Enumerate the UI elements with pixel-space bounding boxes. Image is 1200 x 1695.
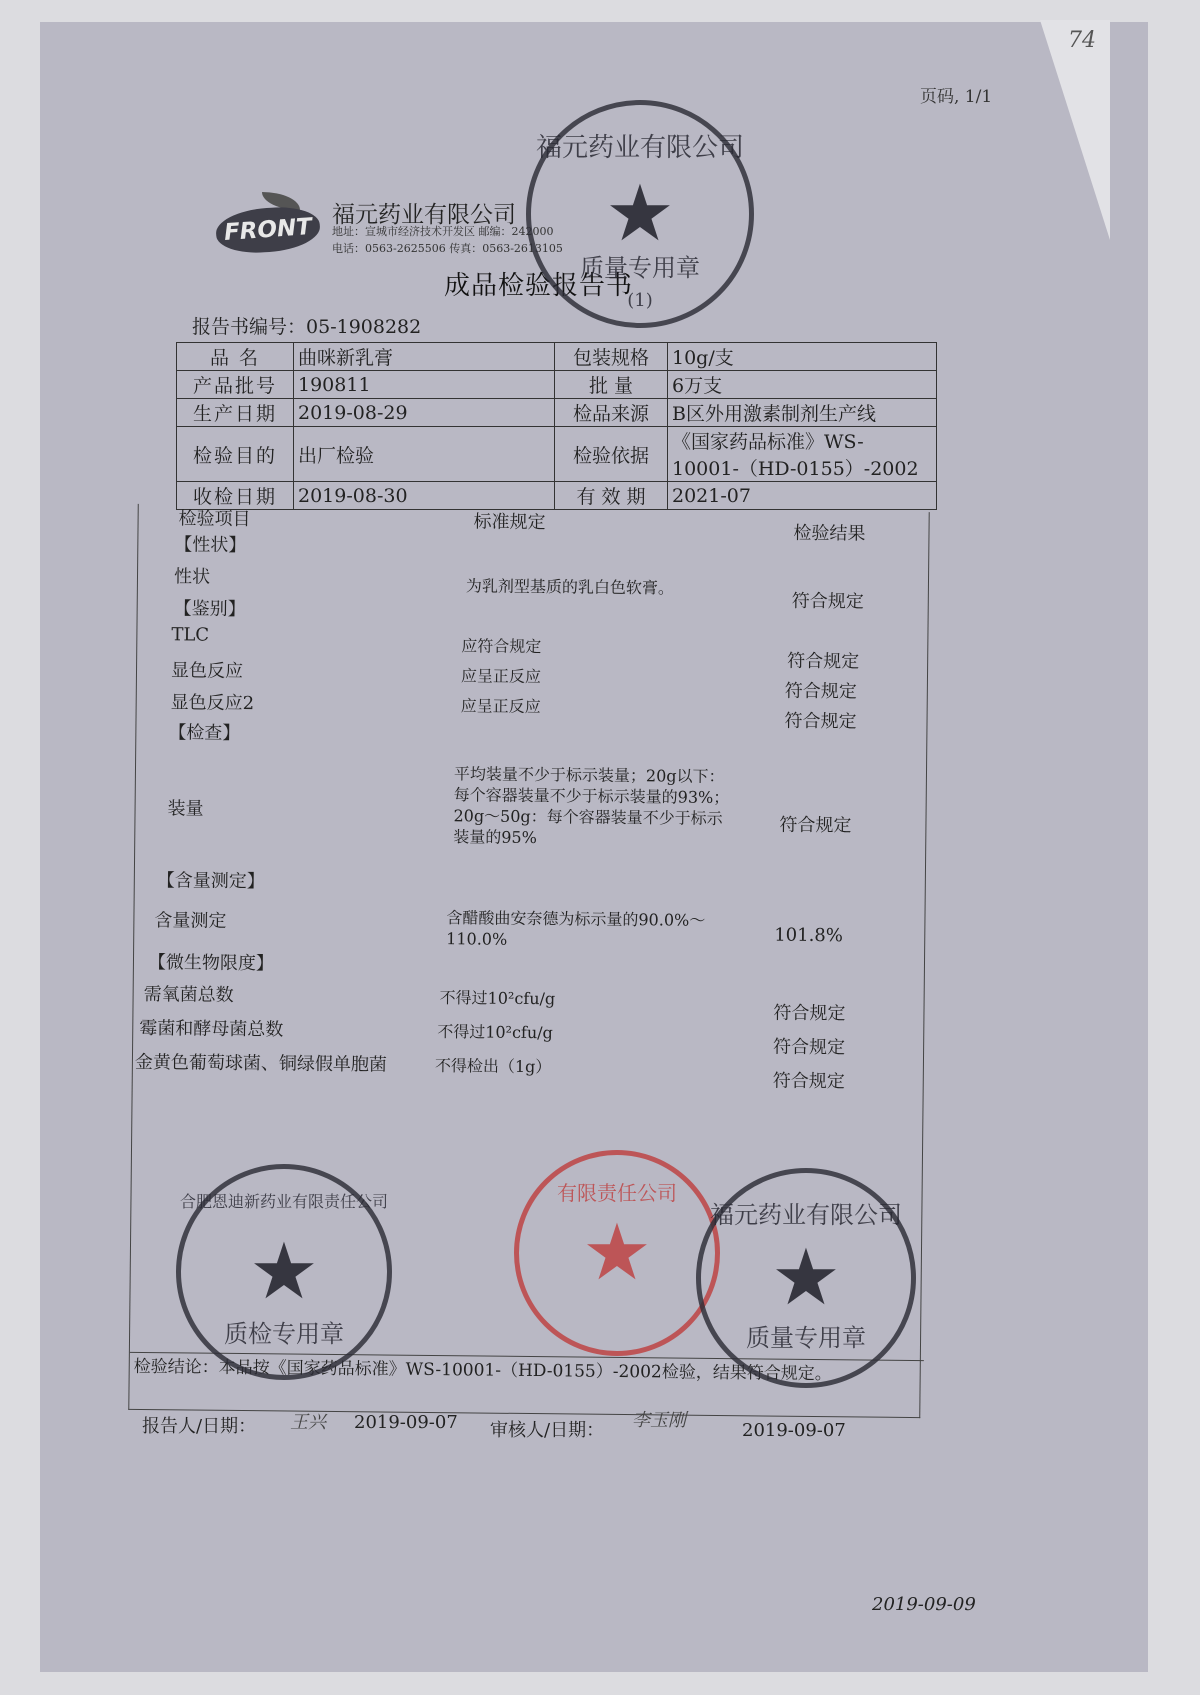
seal-bl-star-icon: ★ [249, 1227, 319, 1317]
company-seal-bottom [696, 1168, 916, 1388]
basis-line-2: 10001-（HD-0155）-2002 [672, 458, 919, 480]
item-aerobic: 需氧菌总数 [143, 983, 234, 1006]
prod-date-value: 2019-08-29 [294, 399, 555, 427]
pack-label: 包装规格 [555, 343, 668, 371]
std-color2: 应呈正反应 [460, 696, 541, 717]
product-value: 曲咪新乳膏 [294, 343, 555, 371]
expiry-value: 2021-07 [668, 482, 937, 510]
seal-br-sub: 质量专用章 [746, 1324, 866, 1352]
seal-top-name: 福元药业有限公司 [535, 133, 744, 163]
res-mold: 符合规定 [773, 1036, 846, 1059]
basis-value [668, 427, 937, 482]
item-fill: 装量 [167, 798, 204, 820]
reviewer-date: 2019-09-07 [742, 1420, 846, 1441]
expiry-label: 有 效 期 [555, 482, 668, 510]
company-phone: 电话：0563-2625506 传真：0563-2613105 [332, 242, 563, 255]
item-mold: 霉菌和酵母菌总数 [139, 1017, 284, 1041]
folded-corner [1040, 20, 1110, 240]
item-color1: 显色反应 [170, 660, 244, 682]
batch-no-value: 190811 [294, 371, 555, 399]
section-microbial: 【微生物限度】 [147, 952, 275, 975]
section-inspection: 【检查】 [168, 722, 241, 744]
res-color1: 符合规定 [784, 680, 857, 703]
seal-top-star-icon: ★ [605, 169, 675, 259]
pack-value: 10g/支 [668, 343, 937, 371]
seal-br-name: 福元药业有限公司 [710, 1201, 902, 1229]
recv-date-value: 2019-08-30 [294, 482, 555, 510]
seal-bl-name: 合肥恩迪新药业有限责任公司 [180, 1192, 389, 1211]
basis-label: 检验依据 [555, 427, 668, 482]
reviewer-label: 审核人/日期： [490, 1420, 605, 1441]
res-tlc: 符合规定 [787, 650, 860, 673]
seal-top-no: (1) [627, 290, 653, 311]
item-staph: 金黄色葡萄球菌、铜绿假单胞菌 [134, 1051, 388, 1076]
company-seal-top [526, 100, 754, 328]
std-fill-line-4: 装量的95% [453, 827, 537, 848]
product-label: 品 名 [177, 343, 294, 371]
section-appearance: 【性状】 [174, 534, 247, 557]
header-standard: 标准规定 [473, 511, 546, 534]
prod-date-label: 生产日期 [177, 399, 294, 427]
reporter-date: 2019-09-07 [354, 1412, 458, 1433]
basis-line-1: 《国家药品标准》WS- [672, 431, 864, 453]
res-appearance: 符合规定 [791, 590, 864, 613]
std-fill [453, 763, 729, 850]
res-fill: 符合规定 [779, 814, 852, 837]
res-staph: 符合规定 [772, 1070, 845, 1093]
purpose-label: 检验目的 [177, 427, 294, 482]
company-logo: FRONT [215, 204, 322, 255]
report-number [192, 312, 421, 339]
section-assay: 【含量测定】 [156, 870, 265, 893]
source-label: 检品来源 [555, 399, 668, 427]
company-address: 地址：宣城市经济技术开发区 邮编：242000 [332, 225, 554, 238]
std-assay-line-1: 含醋酸曲安奈德为标示量的90.0%～ [446, 908, 706, 930]
batch-no-label: 产品批号 [177, 371, 294, 399]
header-result: 检验结果 [793, 522, 866, 545]
conclusion: 检验结论：本品按《国家药品标准》WS-10001-（HD-0155）-2002检验，结果符合规定。 [130, 1352, 924, 1389]
red-seal [514, 1150, 720, 1356]
std-aerobic: 不得过10²cfu/g [439, 988, 556, 1009]
std-staph: 不得检出（1g） [434, 1056, 552, 1077]
purpose-value: 出厂检验 [294, 427, 555, 482]
res-aerobic: 符合规定 [773, 1002, 846, 1025]
std-color1: 应呈正反应 [460, 666, 542, 687]
std-fill-line-2: 每个容器装量不少于标示装量的93%； [453, 785, 730, 808]
seal-red-name: 有限责任公司 [557, 1181, 677, 1205]
seal-bl-sub: 质检专用章 [224, 1320, 344, 1348]
std-tlc: 应符合规定 [461, 636, 542, 657]
std-assay [446, 907, 705, 952]
section-identification: 【鉴别】 [173, 598, 246, 621]
std-appearance: 为乳剂型基质的乳白色软膏。 [465, 576, 675, 598]
std-assay-line-2: 110.0% [446, 929, 508, 949]
batch-qty-value: 6万支 [668, 371, 937, 399]
report-title: 成品检验报告书 [444, 271, 634, 301]
std-mold: 不得过10²cfu/g [437, 1022, 553, 1043]
header-item: 检验项目 [178, 508, 251, 531]
reporter-label: 报告人/日期： [142, 1416, 257, 1437]
std-fill-line-1: 平均装量不少于标示装量；20g以下： [453, 764, 725, 787]
item-appearance: 性状 [173, 566, 211, 588]
seal-red-star-icon: ★ [582, 1208, 652, 1298]
reporter-signature: 王兴 [290, 1412, 326, 1433]
report-number-label: 报告书编号： [192, 316, 307, 338]
stamp-date: 2019-09-09 [872, 1594, 976, 1615]
report-number-value: 05-1908282 [306, 316, 422, 338]
recv-date-label: 收检日期 [177, 482, 294, 510]
inspector-seal [176, 1164, 392, 1380]
handwritten-mark: 74 [1068, 28, 1096, 53]
page-number: 页码, 1/1 [920, 87, 993, 107]
company-name: 福元药业有限公司 [332, 202, 516, 228]
seal-br-star-icon: ★ [771, 1233, 841, 1323]
std-fill-line-3: 20g～50g：每个容器装量不少于标示 [453, 806, 723, 829]
reviewer-signature: 李玉刚 [632, 1410, 686, 1431]
source-value: B区外用激素制剂生产线 [668, 399, 937, 427]
item-color2: 显色反应2 [170, 692, 255, 715]
info-table [176, 342, 937, 510]
res-color2: 符合规定 [784, 710, 857, 733]
batch-qty-label: 批 量 [555, 371, 668, 399]
item-assay: 含量测定 [154, 910, 227, 932]
res-assay: 101.8% [774, 924, 844, 947]
item-tlc: TLC [171, 624, 210, 646]
seal-top-sub: 质量专用章 [580, 254, 700, 282]
